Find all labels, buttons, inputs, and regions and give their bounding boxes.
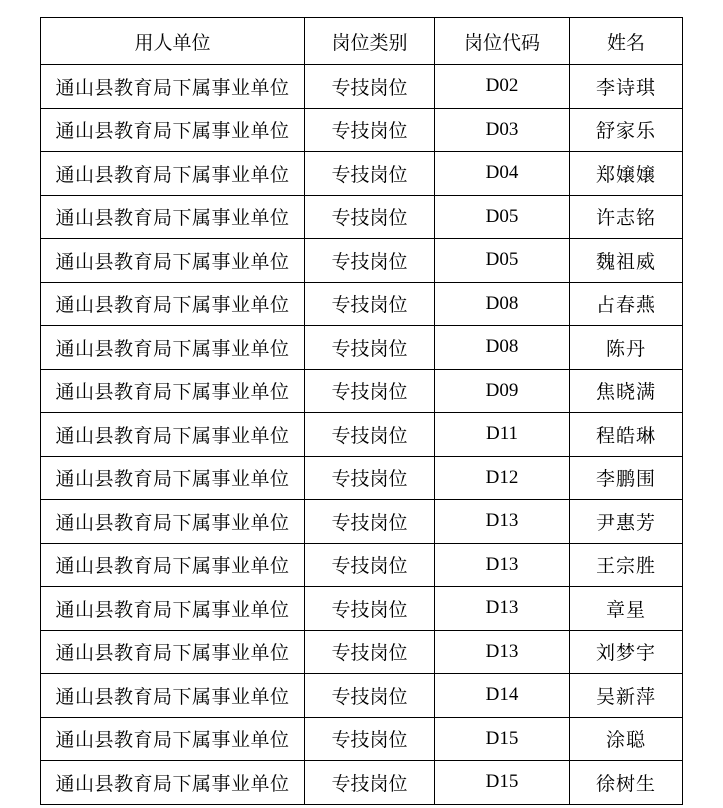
cell-unit: 通山县教育局下属事业单位 [41, 282, 305, 326]
table-row [41, 108, 683, 152]
cell-name: 郑嬢嬢 [570, 152, 683, 196]
cell-unit: 通山县教育局下属事业单位 [41, 587, 305, 631]
table-row [41, 674, 683, 718]
table-body [41, 65, 683, 805]
cell-category: 专技岗位 [305, 717, 435, 761]
cell-code: D13 [435, 587, 570, 631]
table-row [41, 195, 683, 239]
cell-name: 刘梦宇 [570, 630, 683, 674]
table-row [41, 413, 683, 457]
cell-unit: 通山县教育局下属事业单位 [41, 195, 305, 239]
table-row [41, 282, 683, 326]
cell-code: D15 [435, 761, 570, 805]
cell-name: 章星 [570, 587, 683, 631]
cell-unit: 通山县教育局下属事业单位 [41, 500, 305, 544]
cell-code: D08 [435, 282, 570, 326]
table-row [41, 456, 683, 500]
cell-code: D05 [435, 195, 570, 239]
cell-unit: 通山县教育局下属事业单位 [41, 543, 305, 587]
cell-code: D12 [435, 456, 570, 500]
cell-name: 许志铭 [570, 195, 683, 239]
cell-unit: 通山县教育局下属事业单位 [41, 630, 305, 674]
cell-code: D14 [435, 674, 570, 718]
cell-name: 李诗琪 [570, 65, 683, 109]
table-row [41, 761, 683, 805]
cell-code: D13 [435, 500, 570, 544]
cell-category: 专技岗位 [305, 674, 435, 718]
cell-code: D15 [435, 717, 570, 761]
cell-category: 专技岗位 [305, 195, 435, 239]
table-row [41, 543, 683, 587]
table-header [41, 18, 683, 65]
cell-unit: 通山县教育局下属事业单位 [41, 65, 305, 109]
cell-unit: 通山县教育局下属事业单位 [41, 152, 305, 196]
table-row [41, 500, 683, 544]
cell-name: 王宗胜 [570, 543, 683, 587]
cell-name: 舒家乐 [570, 108, 683, 152]
cell-category: 专技岗位 [305, 282, 435, 326]
cell-category: 专技岗位 [305, 500, 435, 544]
table-row [41, 152, 683, 196]
header-code: 岗位代码 [435, 18, 570, 65]
cell-unit: 通山县教育局下属事业单位 [41, 717, 305, 761]
header-unit: 用人单位 [41, 18, 305, 65]
cell-code: D13 [435, 630, 570, 674]
cell-name: 占春燕 [570, 282, 683, 326]
table-row [41, 65, 683, 109]
cell-unit: 通山县教育局下属事业单位 [41, 413, 305, 457]
cell-unit: 通山县教育局下属事业单位 [41, 326, 305, 370]
cell-unit: 通山县教育局下属事业单位 [41, 674, 305, 718]
cell-code: D09 [435, 369, 570, 413]
cell-category: 专技岗位 [305, 152, 435, 196]
cell-name: 程皓琳 [570, 413, 683, 457]
cell-name: 吴新萍 [570, 674, 683, 718]
cell-category: 专技岗位 [305, 65, 435, 109]
roster-table [40, 17, 683, 805]
cell-unit: 通山县教育局下属事业单位 [41, 761, 305, 805]
cell-name: 李鹏围 [570, 456, 683, 500]
header-category: 岗位类别 [305, 18, 435, 65]
table-row [41, 587, 683, 631]
cell-category: 专技岗位 [305, 413, 435, 457]
cell-name: 魏祖威 [570, 239, 683, 283]
cell-category: 专技岗位 [305, 369, 435, 413]
cell-unit: 通山县教育局下属事业单位 [41, 108, 305, 152]
cell-category: 专技岗位 [305, 239, 435, 283]
cell-name: 徐树生 [570, 761, 683, 805]
cell-category: 专技岗位 [305, 630, 435, 674]
table-row [41, 717, 683, 761]
cell-code: D03 [435, 108, 570, 152]
cell-code: D08 [435, 326, 570, 370]
cell-unit: 通山县教育局下属事业单位 [41, 369, 305, 413]
table-row [41, 630, 683, 674]
header-row [41, 18, 683, 65]
cell-category: 专技岗位 [305, 761, 435, 805]
cell-unit: 通山县教育局下属事业单位 [41, 456, 305, 500]
cell-name: 涂聪 [570, 717, 683, 761]
cell-category: 专技岗位 [305, 326, 435, 370]
cell-category: 专技岗位 [305, 587, 435, 631]
table-row [41, 326, 683, 370]
cell-code: D05 [435, 239, 570, 283]
cell-category: 专技岗位 [305, 108, 435, 152]
cell-code: D11 [435, 413, 570, 457]
cell-code: D02 [435, 65, 570, 109]
cell-category: 专技岗位 [305, 456, 435, 500]
cell-category: 专技岗位 [305, 543, 435, 587]
cell-code: D04 [435, 152, 570, 196]
cell-code: D13 [435, 543, 570, 587]
cell-name: 焦晓满 [570, 369, 683, 413]
cell-name: 陈丹 [570, 326, 683, 370]
table-row [41, 369, 683, 413]
cell-unit: 通山县教育局下属事业单位 [41, 239, 305, 283]
table-row [41, 239, 683, 283]
header-name: 姓名 [570, 18, 683, 65]
cell-name: 尹惠芳 [570, 500, 683, 544]
